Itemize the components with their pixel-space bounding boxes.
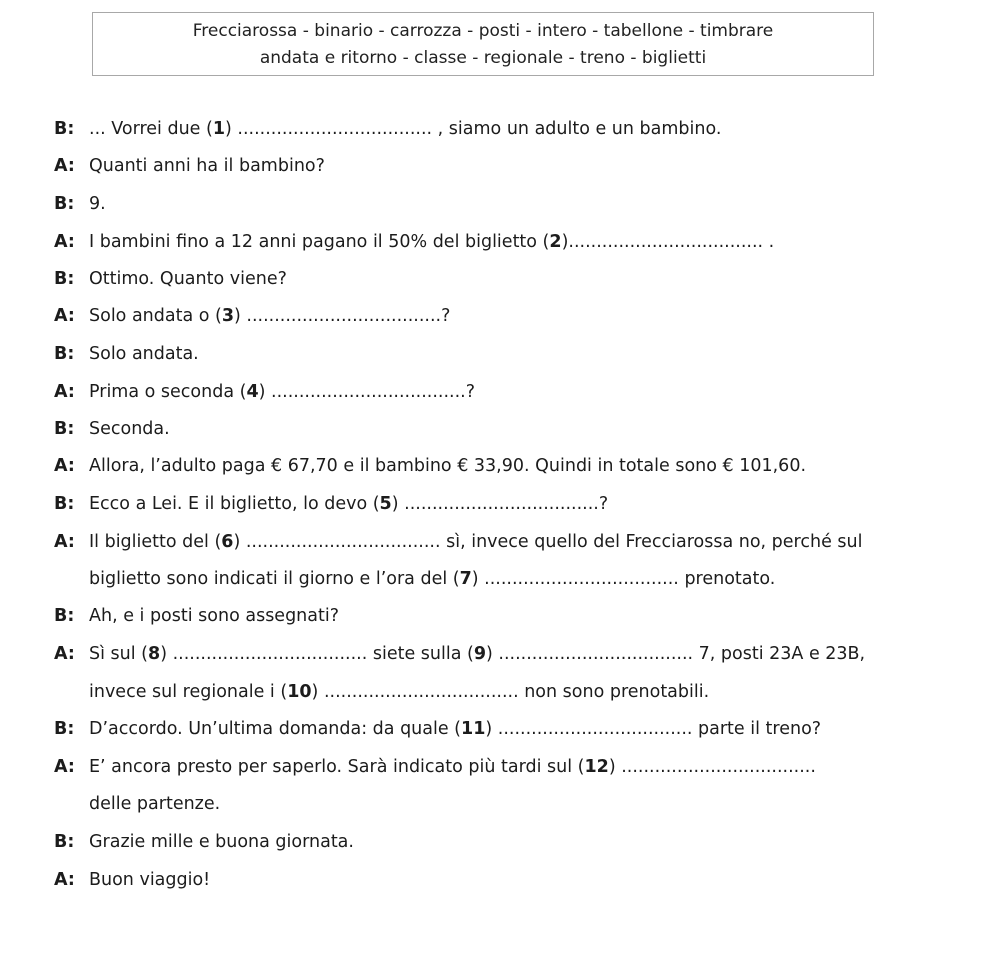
blank-number: 12 bbox=[584, 757, 609, 777]
text-fragment: ) bbox=[471, 569, 485, 589]
fill-in-blank[interactable]: ................................... bbox=[237, 119, 433, 139]
blank-number: 7 bbox=[459, 569, 472, 589]
dialogue-line bbox=[54, 455, 806, 477]
blank-number: 3 bbox=[221, 306, 235, 326]
speaker-label: A: bbox=[54, 232, 75, 252]
text-fragment: Solo andata o ( bbox=[89, 306, 222, 326]
text-fragment: ? bbox=[465, 382, 476, 402]
fill-in-blank[interactable]: ................................... bbox=[245, 532, 441, 552]
text-fragment: 9. bbox=[89, 194, 106, 214]
speaker-label: A: bbox=[54, 306, 75, 326]
fill-in-blank[interactable]: ................................... bbox=[497, 719, 693, 739]
text-fragment: Prima o seconda ( bbox=[89, 382, 247, 402]
dialogue-line bbox=[54, 418, 170, 440]
text-fragment: ) bbox=[561, 232, 569, 252]
text-fragment: ) bbox=[160, 644, 173, 664]
text-fragment: ) bbox=[391, 494, 405, 514]
line-text bbox=[89, 193, 106, 215]
text-fragment: Seconda. bbox=[89, 419, 170, 439]
fill-in-blank[interactable]: ................................... bbox=[271, 382, 466, 402]
blank-number: 10 bbox=[287, 682, 312, 702]
speaker-label: A: bbox=[54, 382, 75, 402]
text-fragment: sì, invece quello del Frecciarossa no, perché sul bbox=[440, 532, 863, 552]
text-fragment: ... Vorrei due ( bbox=[89, 119, 213, 139]
blank-number: 8 bbox=[148, 644, 161, 664]
text-fragment: I bambini fino a 12 anni pagano il 50% del biglietto ( bbox=[89, 232, 550, 252]
blank-number: 2 bbox=[549, 232, 562, 252]
dialogue-line bbox=[54, 155, 325, 177]
text-fragment: Allora, l’adulto paga € 67,70 e il bambino € 33,90. Quindi in totale sono € 101,60. bbox=[89, 456, 807, 476]
text-fragment: ) bbox=[225, 119, 238, 139]
dialogue-line bbox=[54, 231, 774, 253]
dialogue-line bbox=[54, 381, 475, 403]
dialogue-line bbox=[54, 643, 865, 665]
speaker-label: B: bbox=[54, 494, 75, 514]
fill-in-blank[interactable]: ................................... bbox=[484, 569, 679, 589]
line-text bbox=[89, 343, 199, 365]
speaker-label: A: bbox=[54, 532, 75, 552]
text-fragment: ) bbox=[258, 382, 272, 402]
line-text bbox=[89, 605, 339, 627]
dialogue-line bbox=[54, 718, 821, 740]
text-fragment: invece sul regionale i ( bbox=[89, 682, 288, 702]
line-text bbox=[89, 155, 325, 177]
dialogue-line bbox=[54, 605, 339, 627]
text-fragment: delle partenze. bbox=[89, 794, 221, 814]
speaker-label: A: bbox=[54, 644, 75, 664]
text-fragment: parte il treno? bbox=[692, 719, 822, 739]
dialogue-line bbox=[54, 531, 862, 553]
dialogue-line bbox=[54, 756, 816, 778]
word-bank-line-1: Frecciarossa - binario - carrozza - posti - intero - tabellone - timbrare bbox=[192, 21, 774, 41]
speaker-label: B: bbox=[54, 269, 75, 289]
fill-in-blank[interactable]: ................................... bbox=[246, 306, 442, 326]
line-text bbox=[89, 869, 210, 891]
line-text bbox=[89, 681, 709, 703]
dialogue-line bbox=[54, 268, 287, 290]
line-text bbox=[89, 756, 816, 778]
fill-in-blank[interactable]: ................................... bbox=[404, 494, 599, 514]
text-fragment: ) bbox=[234, 306, 247, 326]
line-text bbox=[89, 718, 821, 740]
text-fragment: siete sulla ( bbox=[367, 644, 474, 664]
text-fragment: E’ ancora presto per saperlo. Sarà indicato più tardi sul ( bbox=[89, 757, 585, 777]
blank-number: 1 bbox=[212, 119, 226, 139]
text-fragment: Ah, e i posti sono assegnati? bbox=[89, 606, 340, 626]
speaker-label: A: bbox=[54, 757, 75, 777]
text-fragment: ) bbox=[233, 532, 246, 552]
text-fragment: D’accordo. Un’ultima domanda: da quale ( bbox=[89, 719, 462, 739]
text-fragment: Solo andata. bbox=[89, 344, 199, 364]
line-text bbox=[89, 231, 774, 253]
blank-number: 9 bbox=[473, 644, 487, 664]
text-fragment: ) bbox=[311, 682, 324, 702]
dialogue-line bbox=[54, 343, 199, 365]
word-bank-line-2: andata e ritorno - classe - regionale - treno - biglietti bbox=[259, 48, 707, 68]
line-text bbox=[89, 268, 287, 290]
line-text bbox=[89, 793, 220, 815]
text-fragment: Grazie mille e buona giornata. bbox=[89, 832, 354, 852]
text-fragment: ) bbox=[608, 757, 622, 777]
dialogue-line bbox=[54, 831, 354, 853]
text-fragment: Ecco a Lei. E il biglietto, lo devo ( bbox=[89, 494, 380, 514]
line-text bbox=[89, 568, 775, 590]
speaker-label: B: bbox=[54, 606, 75, 626]
line-text bbox=[89, 831, 354, 853]
text-fragment: , siamo un adulto e un bambino. bbox=[432, 119, 722, 139]
speaker-label: B: bbox=[54, 119, 75, 139]
speaker-label: A: bbox=[54, 456, 75, 476]
dialogue-line bbox=[54, 305, 450, 327]
fill-in-blank[interactable]: ................................... bbox=[172, 644, 368, 664]
dialogue-line bbox=[54, 493, 608, 515]
text-fragment: prenotato. bbox=[678, 569, 776, 589]
blank-number: 11 bbox=[461, 719, 486, 739]
text-fragment: ? bbox=[598, 494, 609, 514]
blank-number: 6 bbox=[221, 532, 234, 552]
text-fragment: Ottimo. Quanto viene? bbox=[89, 269, 287, 289]
line-text bbox=[89, 455, 806, 477]
speaker-label: B: bbox=[54, 832, 75, 852]
line-text bbox=[89, 531, 862, 553]
speaker-label: A: bbox=[54, 870, 75, 890]
speaker-label: B: bbox=[54, 719, 75, 739]
dialogue-line bbox=[54, 681, 709, 703]
line-text bbox=[89, 381, 475, 403]
text-fragment: ? bbox=[441, 306, 451, 326]
dialogue-line bbox=[54, 118, 721, 140]
text-fragment: Quanti anni ha il bambino? bbox=[89, 156, 325, 176]
text-fragment: . bbox=[763, 232, 775, 252]
blank-number: 4 bbox=[246, 382, 259, 402]
dialogue-line bbox=[54, 568, 775, 590]
dialogue-line bbox=[54, 193, 106, 215]
text-fragment: Il biglietto del ( bbox=[89, 532, 222, 552]
text-fragment: Sì sul ( bbox=[89, 644, 148, 664]
fill-in-blank[interactable]: ................................... bbox=[498, 644, 694, 664]
word-bank-box bbox=[92, 12, 874, 76]
text-fragment: Buon viaggio! bbox=[89, 870, 211, 890]
fill-in-blank[interactable]: ................................... bbox=[568, 232, 764, 252]
line-text bbox=[89, 643, 865, 665]
text-fragment: 7, posti 23A e 23B, bbox=[693, 644, 866, 664]
dialogue-line bbox=[54, 869, 210, 891]
text-fragment: ) bbox=[486, 644, 499, 664]
line-text bbox=[89, 493, 608, 515]
speaker-label: A: bbox=[54, 156, 75, 176]
line-text bbox=[89, 118, 721, 140]
text-fragment: non sono prenotabili. bbox=[518, 682, 710, 702]
fill-in-blank[interactable]: ................................... bbox=[621, 757, 816, 777]
dialogue-line bbox=[54, 793, 220, 815]
speaker-label: B: bbox=[54, 344, 75, 364]
blank-number: 5 bbox=[379, 494, 392, 514]
fill-in-blank[interactable]: ................................... bbox=[323, 682, 519, 702]
speaker-label: B: bbox=[54, 419, 75, 439]
speaker-label: B: bbox=[54, 194, 75, 214]
text-fragment: ) bbox=[485, 719, 498, 739]
line-text bbox=[89, 305, 450, 327]
line-text bbox=[89, 418, 170, 440]
text-fragment: biglietto sono indicati il giorno e l’ora del ( bbox=[89, 569, 460, 589]
